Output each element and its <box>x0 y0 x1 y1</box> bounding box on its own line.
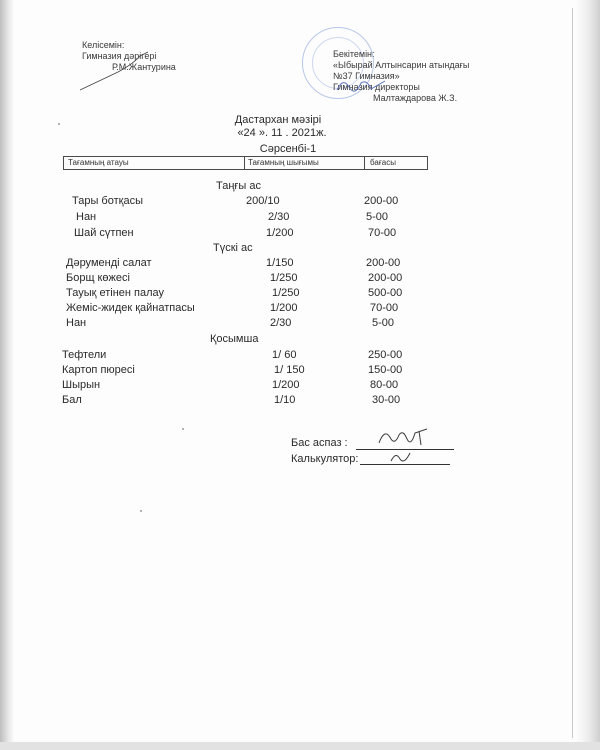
dish-price: 5-00 <box>372 317 395 329</box>
dish-name: Дәрумендi салат <box>66 257 152 269</box>
dish-name: Тефтели <box>62 349 107 361</box>
approval-right-line3: №37 Гимназия» <box>333 71 400 81</box>
dish-price: 70-00 <box>370 302 399 314</box>
dish-portion: 1/150 <box>266 257 294 269</box>
dish-price: 200-00 <box>364 195 399 207</box>
dish-portion: 1/ 60 <box>272 349 297 361</box>
menu-date: «24 ». 11 . 2021ж. <box>237 127 327 139</box>
menu-row <box>66 272 416 287</box>
menu-row <box>74 227 414 242</box>
dish-portion: 1/200 <box>272 379 300 391</box>
dish-portion: 200/10 <box>246 195 280 207</box>
approval-right-line5: Малтаждарова Ж.З. <box>373 93 458 103</box>
menu-row <box>66 317 416 332</box>
dish-price: 150-00 <box>368 364 403 376</box>
scan-speck <box>182 428 184 430</box>
column-header-name: Тағамның атауы <box>68 158 129 167</box>
column-header-portion: Тағамның шығымы <box>248 158 319 167</box>
scan-speck <box>140 510 142 512</box>
dish-portion: 1/ 150 <box>274 364 305 376</box>
menu-row <box>66 287 416 302</box>
calculator-signature <box>388 449 416 465</box>
dish-price: 30-00 <box>372 394 401 406</box>
scan-edge-right <box>574 0 600 750</box>
dish-price: 200-00 <box>368 272 403 284</box>
column-header-price: бағасы <box>370 158 396 167</box>
menu-row <box>62 364 412 379</box>
column-divider <box>244 157 245 169</box>
scan-speck <box>58 123 60 125</box>
dish-price: 250-00 <box>368 349 403 361</box>
menu-title: Дастархан мәзірі <box>234 114 322 126</box>
approval-left-line2: Гимназия дәрігері <box>82 51 157 61</box>
dish-name: Нан <box>76 211 97 223</box>
dish-name: Бал <box>62 394 82 406</box>
dish-name: Нан <box>66 317 87 329</box>
menu-row <box>72 195 412 210</box>
chef-signature <box>375 425 435 449</box>
dish-price: 500-00 <box>368 287 403 299</box>
dish-price: 80-00 <box>370 379 399 391</box>
dish-portion: 1/10 <box>274 394 296 406</box>
menu-row <box>76 211 416 226</box>
scan-edge-bottom <box>0 742 600 750</box>
dish-price: 70-00 <box>368 227 397 239</box>
dish-portion: 2/30 <box>268 211 290 223</box>
menu-day: Сәрсенбі-1 <box>259 143 317 155</box>
dish-name: Борщ көжесі <box>66 272 130 284</box>
approval-right-line4: Гимназия директоры <box>333 82 420 92</box>
approval-left-line3: Р.М.Жантурина <box>112 62 176 72</box>
approval-right-line1: Бекітемін: <box>333 49 375 59</box>
dish-name: Шай сүтпен <box>74 227 134 239</box>
dish-portion: 1/250 <box>270 272 298 284</box>
approval-left-line1: Келісемін: <box>82 40 125 50</box>
scan-edge-left <box>0 0 14 750</box>
doctor-signature <box>78 50 168 95</box>
approval-right-line2: «Ыбырай Алтынсарин атындағы <box>333 60 470 70</box>
dish-portion: 1/200 <box>270 302 298 314</box>
dish-price: 5-00 <box>366 211 389 223</box>
section-extra-title: Қосымша <box>210 333 259 345</box>
director-signature <box>335 75 390 95</box>
column-divider <box>364 157 365 169</box>
dish-name: Тары ботқасы <box>72 195 143 207</box>
dish-portion: 2/30 <box>270 317 292 329</box>
menu-row <box>62 379 412 394</box>
section-lunch-title: Түскі ас <box>213 242 253 254</box>
dish-name: Тауық етінен палау <box>66 287 165 299</box>
dish-portion: 1/200 <box>266 227 294 239</box>
menu-row <box>62 394 412 409</box>
chef-label: Бас аспаз : <box>291 437 348 449</box>
menu-row <box>66 257 416 272</box>
dish-price: 200-00 <box>366 257 401 269</box>
dish-portion: 1/250 <box>272 287 300 299</box>
dish-name: Шырын <box>62 379 101 391</box>
menu-row <box>66 302 416 317</box>
section-breakfast-title: Таңғы ас <box>216 180 262 192</box>
dish-name: Жеміс-жидек қайнатпасы <box>66 302 195 314</box>
menu-row <box>62 349 412 364</box>
table-header <box>63 156 428 170</box>
dish-name: Картоп пюресі <box>62 364 135 376</box>
calculator-label: Калькулятор: <box>291 453 359 465</box>
